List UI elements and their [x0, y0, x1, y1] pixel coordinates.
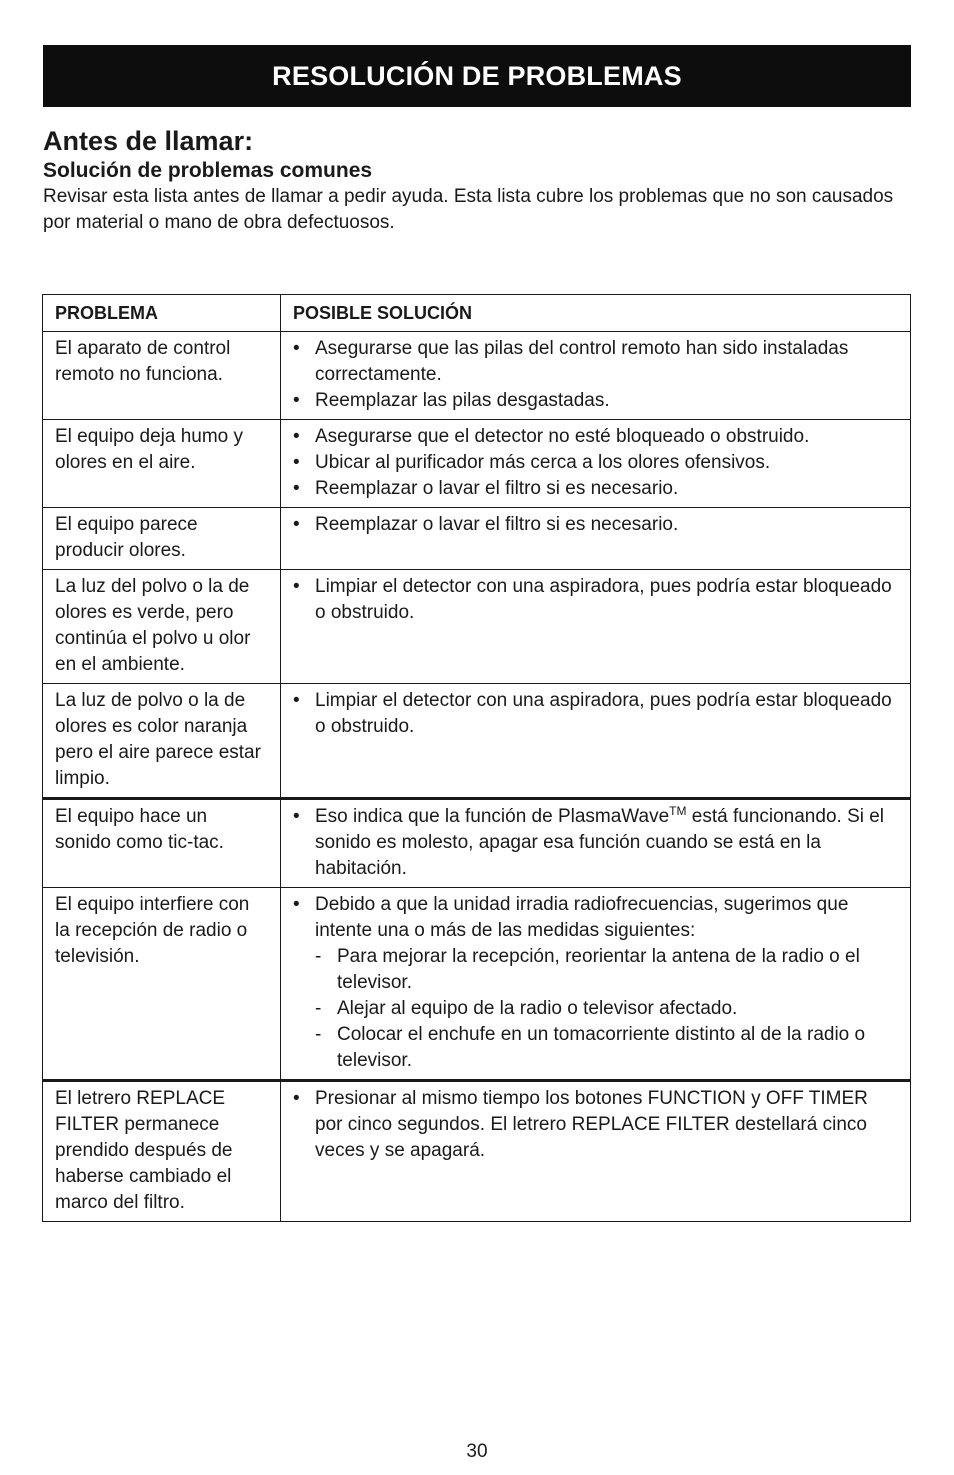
trademark-mark: TM — [669, 804, 687, 818]
table-row — [43, 888, 911, 1081]
table-row — [43, 570, 911, 684]
solution-list — [293, 424, 898, 502]
solution-cell — [281, 570, 911, 684]
table-row — [43, 684, 911, 799]
bullet-icon: • — [293, 576, 300, 597]
solution-item: • Presionar al mismo tiempo los botones FUNCTION y OFF TIMER por cinco segundos. El letrero REPLACE FILTER destellará cinco veces y se apagará. — [293, 1088, 868, 1161]
solution-subitem: - Para mejorar la recepción, reorientar la antena de la radio o el televisor. — [315, 946, 860, 993]
bullet-icon: • — [293, 1088, 300, 1109]
problem-cell: El aparato de control remoto no funciona. — [43, 332, 281, 420]
bullet-icon: • — [293, 426, 300, 447]
solution-item: • Ubicar al purificador más cerca a los olores ofensivos. — [293, 450, 898, 476]
problem-cell: El letrero REPLACE FILTER permanece prendido después de haberse cambiado el marco del filtro. — [43, 1081, 281, 1222]
solution-list — [293, 336, 898, 414]
bullet-icon: • — [293, 478, 300, 499]
solution-list — [293, 688, 898, 740]
page-subtitle: Solución de problemas comunes — [43, 159, 373, 182]
bullet-icon: • — [293, 390, 300, 411]
dash-icon: - — [315, 1024, 322, 1045]
table-row — [43, 799, 911, 888]
bullet-icon: • — [293, 690, 300, 711]
troubleshooting-table — [42, 294, 911, 1222]
bullet-icon: • — [293, 452, 300, 473]
problem-cell: La luz de polvo o la de olores es color naranja pero el aire parece estar limpio. — [43, 684, 281, 799]
table-row — [43, 332, 911, 420]
problem-cell: El equipo hace un sonido como tic-tac. — [43, 799, 281, 888]
bullet-icon: • — [293, 338, 300, 359]
solution-sublist — [315, 944, 898, 1074]
solution-item: • Limpiar el detector con una aspiradora, pues podría estar bloqueado o obstruido. — [293, 576, 892, 623]
solution-item: • Reemplazar las pilas desgastadas. — [293, 388, 898, 414]
bullet-icon: • — [293, 514, 300, 535]
table-row — [43, 1081, 911, 1222]
solution-cell — [281, 799, 911, 888]
page-number: 30 — [466, 1441, 488, 1462]
header-problem: PROBLEMA — [43, 295, 281, 332]
solution-list — [293, 892, 898, 1074]
table-header-row — [43, 295, 911, 332]
solution-item: • Reemplazar o lavar el filtro si es necesario. — [293, 476, 898, 502]
solution-cell — [281, 508, 911, 570]
intro-paragraph: Revisar esta lista antes de llamar a pedir ayuda. Esta lista cubre los problemas que no son causados por material o mano de obra defectuosos. — [43, 186, 894, 233]
solution-item: • Asegurarse que el detector no esté bloqueado o obstruido. — [293, 424, 898, 450]
solution-list — [293, 804, 898, 882]
problem-cell: El equipo interfiere con la recepción de radio o televisión. — [43, 888, 281, 1081]
solution-cell — [281, 420, 911, 508]
banner-title: RESOLUCIÓN DE PROBLEMAS — [272, 60, 682, 91]
problem-cell: El equipo deja humo y olores en el aire. — [43, 420, 281, 508]
dash-icon: - — [315, 998, 322, 1019]
solution-subitem: - Alejar al equipo de la radio o televisor afectado. — [315, 996, 898, 1022]
table-row — [43, 420, 911, 508]
bullet-icon: • — [293, 806, 300, 827]
solution-item: • Limpiar el detector con una aspiradora, pues podría estar bloqueado o obstruido. — [293, 690, 892, 737]
solution-item: • Debido a que la unidad irradia radiofrecuencias, sugerimos que intente una o más de las medidas siguientes: - Para mejorar la recepción, reorientar la antena de la radio o el televisor. - Alejar al equipo de la radio o televisor afectado. - Colocar el enchufe en un tomacorriente distinto al de la radio o televisor. — [293, 892, 898, 1074]
solution-cell — [281, 888, 911, 1081]
intro-section — [43, 124, 911, 236]
page-title: Antes de llamar: — [43, 126, 254, 156]
problem-cell: El equipo parece producir olores. — [43, 508, 281, 570]
section-banner — [43, 45, 911, 107]
solution-item: • Asegurarse que las pilas del control remoto han sido instaladas correctamente. — [293, 338, 849, 385]
solution-subitem: - Colocar el enchufe en un tomacorriente distinto al de la radio o televisor. — [315, 1024, 866, 1071]
solution-list — [293, 574, 898, 626]
solution-cell — [281, 332, 911, 420]
problem-cell: La luz del polvo o la de olores es verde, pero continúa el polvo u olor en el ambiente. — [43, 570, 281, 684]
dash-icon: - — [315, 946, 322, 967]
header-solution: POSIBLE SOLUCIÓN — [281, 295, 911, 332]
solution-item: • Reemplazar o lavar el filtro si es necesario. — [293, 512, 898, 538]
table-row — [43, 508, 911, 570]
solution-list — [293, 1086, 898, 1164]
solution-item: • Eso indica que la función de PlasmaWave™ está funcionando. Si el sonido es molesto, apagar esa función cuando se está en la habitación. — [293, 804, 885, 879]
solution-cell — [281, 1081, 911, 1222]
solution-list — [293, 512, 898, 538]
bullet-icon: • — [293, 894, 300, 915]
solution-cell — [281, 684, 911, 799]
